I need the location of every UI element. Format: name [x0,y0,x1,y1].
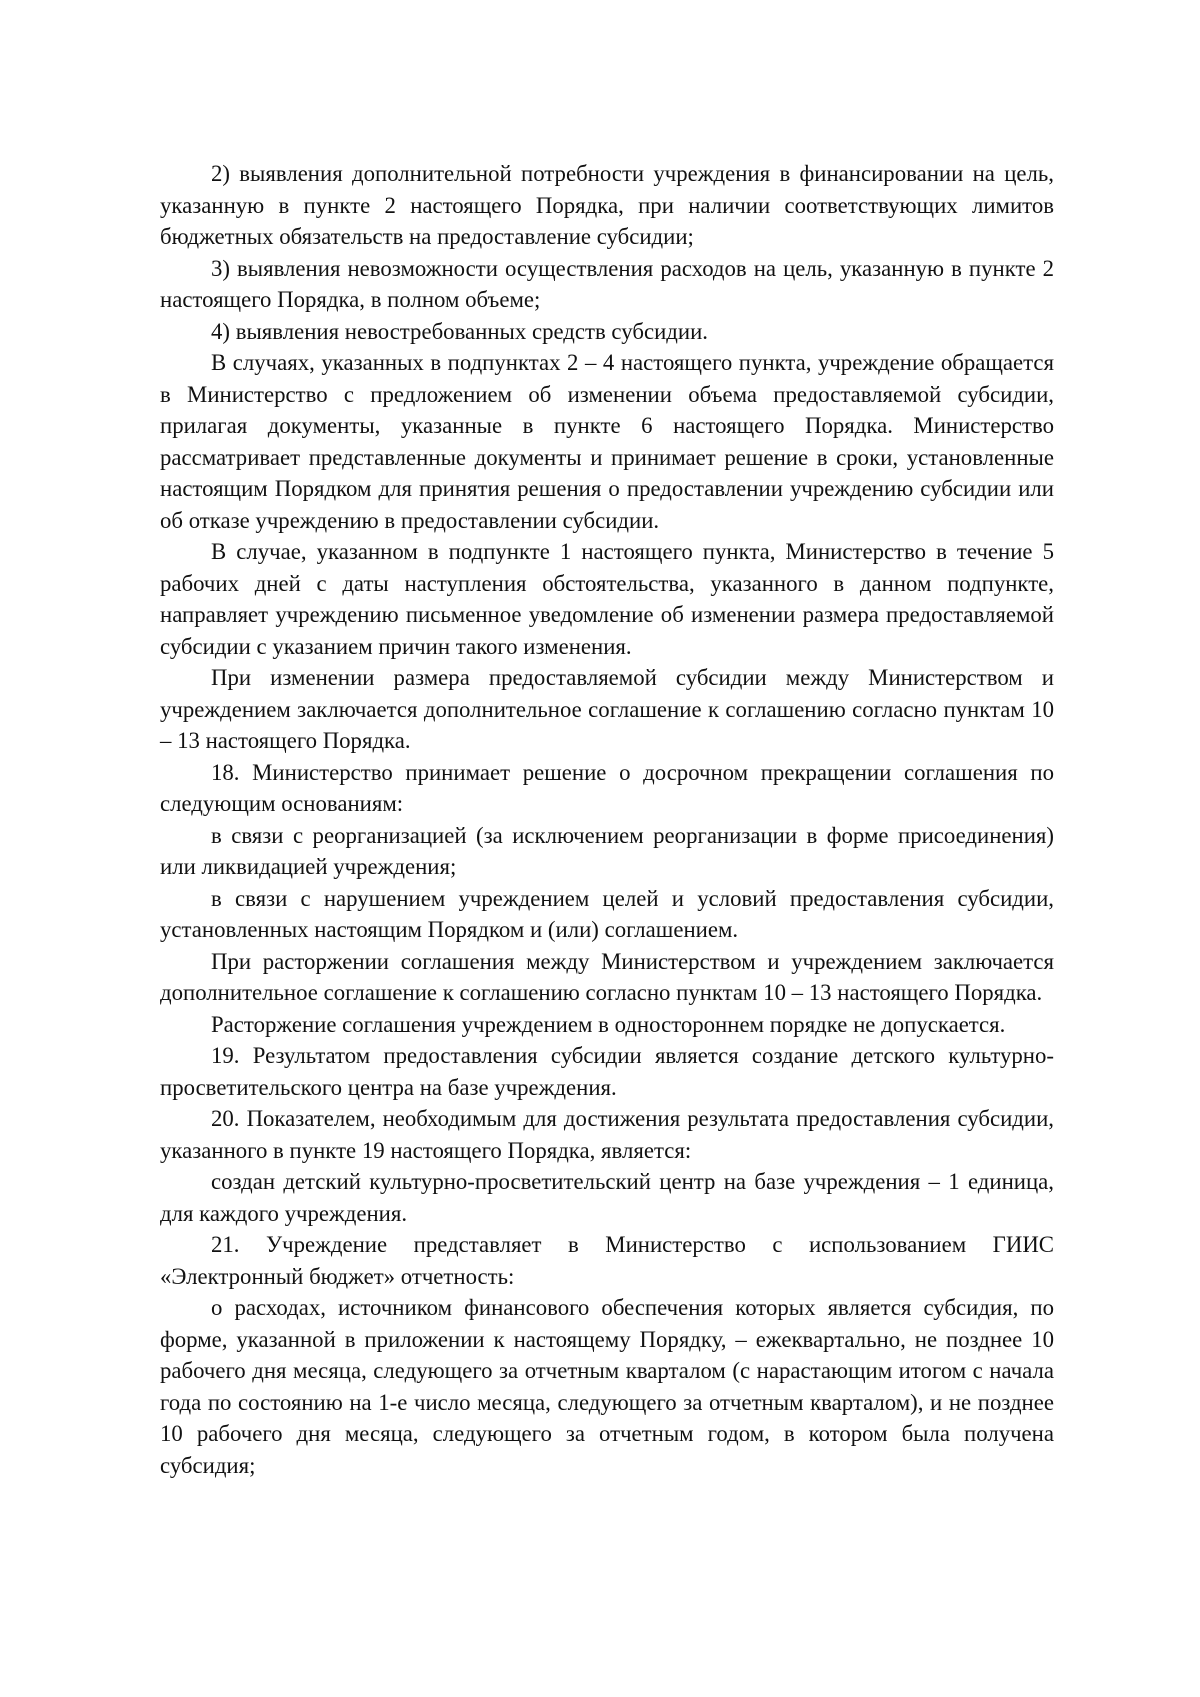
paragraph: о расходах, источником финансового обеспечения которых является субсидия, по форме, указанной в приложении к настоящему Порядку, – ежеквартально, не позднее 10 рабочего дня месяца, следующего за отчетным кварталом (с нарастающим итогом с начала года по состоянию на 1-е число месяца, следующего за отчетным кварталом), и не позднее 10 рабочего дня месяца, следующего за отчетным годом, в котором была получена субсидия; [160,1295,1054,1478]
paragraph: В случае, указанном в подпункте 1 настоящего пункта, Министерство в течение 5 рабочих дней с даты наступления обстоятельства, указанного в данном подпункте, направляет учреждению письменное уведомление об изменении размера предоставляемой субсидии с указанием причин такого изменения. [160,539,1054,659]
paragraph: 19. Результатом предоставления субсидии является создание детского культурно-просветительского центра на базе учреждения. [160,1043,1054,1100]
paragraph: в связи с реорганизацией (за исключением реорганизации в форме присоединения) или ликвидацией учреждения; [160,822,1054,879]
paragraph: Расторжение соглашения учреждением в одностороннем порядке не допускается. [211,1011,1006,1037]
paragraph: 21. Учреждение представляет в Министерство с использованием ГИИС «Электронный бюджет» отчетность: [160,1232,1054,1289]
paragraph: При расторжении соглашения между Министерством и учреждением заключается дополнительное соглашение к соглашению согласно пунктам 10 – 13 настоящего Порядка. [160,948,1054,1005]
paragraph: создан детский культурно-просветительский центр на базе учреждения – 1 единица, для каждого учреждения. [160,1169,1054,1226]
paragraph: 4) выявления невостребованных средств субсидии. [211,318,708,344]
paragraph: в связи с нарушением учреждением целей и условий предоставления субсидии, установленных настоящим Порядком и (или) соглашением. [160,885,1054,942]
paragraph: При изменении размера предоставляемой субсидии между Министерством и учреждением заключается дополнительное соглашение к соглашению согласно пунктам 10 – 13 настоящего Порядка. [160,665,1054,753]
paragraph: 18. Министерство принимает решение о досрочном прекращении соглашения по следующим основаниям: [160,759,1054,816]
document-page [160,158,1054,1481]
paragraph: 3) выявления невозможности осуществления расходов на цель, указанную в пункте 2 настоящего Порядка, в полном объеме; [160,255,1054,312]
paragraph: В случаях, указанных в подпунктах 2 – 4 настоящего пункта, учреждение обращается в Министерство с предложением об изменении объема предоставляемой субсидии, прилагая документы, указанные в пункте 6 настоящего Порядка. Министерство рассматривает представленные документы и принимает решение в сроки, установленные настоящим Порядком для принятия решения о предоставлении учреждению субсидии или об отказе учреждению в предоставлении субсидии. [160,350,1054,533]
paragraph: 2) выявления дополнительной потребности учреждения в финансировании на цель, указанную в пункте 2 настоящего Порядка, при наличии соответствующих лимитов бюджетных обязательств на предоставление субсидии; [160,161,1054,249]
paragraph: 20. Показателем, необходимым для достижения результата предоставления субсидии, указанного в пункте 19 настоящего Порядка, является: [160,1106,1054,1163]
